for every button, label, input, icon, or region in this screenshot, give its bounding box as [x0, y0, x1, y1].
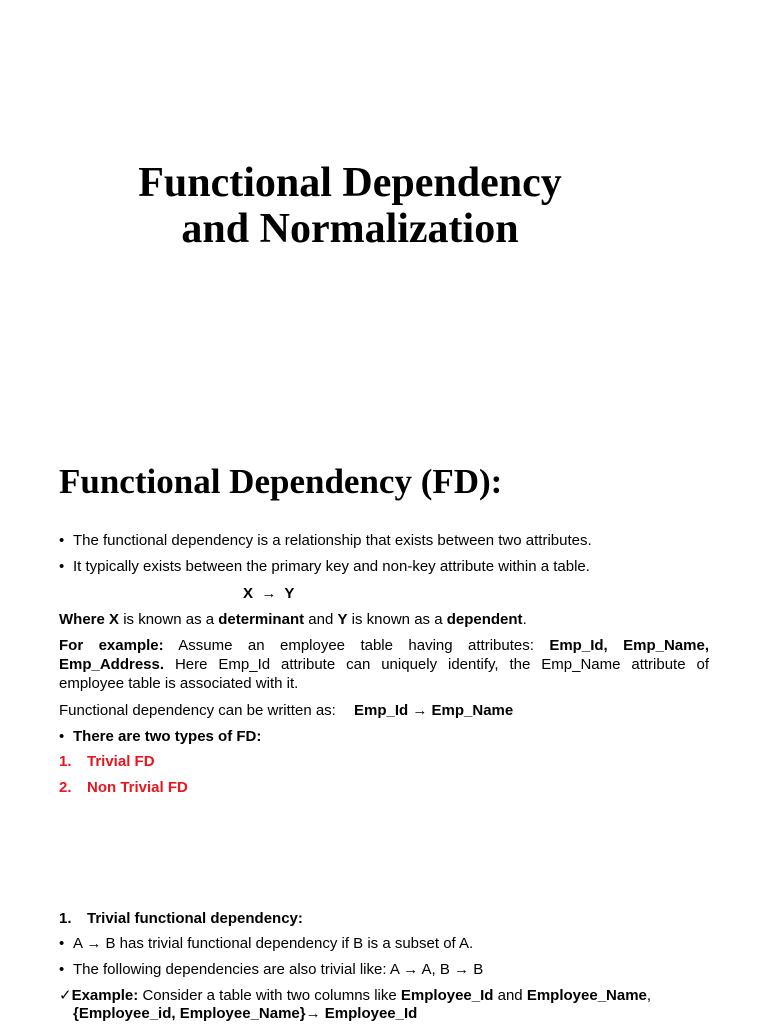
trivial-example-line-2: {Employee_id, Employee_Name}→ Employee_Id: [73, 1005, 418, 1022]
trivial-example-col2: Employee_Name: [526, 987, 647, 1004]
where-text-4: .: [522, 611, 527, 628]
example-label: For example:: [59, 637, 164, 654]
fd-type-number: 2.: [59, 779, 72, 796]
fd-type-label: Trivial FD: [87, 753, 155, 770]
where-text-2: and: [304, 611, 338, 628]
fd-bullet-text: The functional dependency is a relationship that exists between two attributes.: [73, 532, 592, 549]
slide-title: [60, 160, 640, 252]
where-determinant: determinant: [218, 611, 305, 628]
trivial-bullet-text: The following dependencies are also trivial like: A → A, B → B: [73, 961, 484, 978]
where-text-3: is known as a: [347, 611, 447, 628]
fd-type-item-2: [59, 778, 188, 797]
trivial-section-heading: [59, 909, 303, 928]
fd-type-label: Non Trivial FD: [87, 779, 188, 796]
bullet-dot-icon: •: [59, 935, 65, 952]
fd-written-as-line: [59, 701, 513, 720]
where-text-1: is known as a: [119, 611, 219, 628]
example-attributes: Emp_Id, Emp_Name, Emp_Address.: [59, 637, 709, 673]
example-text-1: Assume an employee table having attributes:: [163, 637, 550, 654]
bullet-dot-icon: •: [59, 961, 65, 978]
trivial-example-label: Example:: [71, 987, 139, 1004]
checkmark-icon: ✓: [59, 987, 72, 1004]
written-as-text: Functional dependency can be written as:: [59, 702, 336, 719]
trivial-section-title: Trivial functional dependency:: [87, 910, 303, 927]
example-text-2: Here Emp_Id attribute can uniquely identify, the Emp_Name attribute of employee table is associated with it.: [59, 656, 709, 692]
where-y: Y: [337, 611, 348, 628]
bullet-dot-icon: •: [59, 728, 65, 745]
trivial-example-col1: Employee_Id: [400, 987, 494, 1004]
fd-type-item-1: [59, 752, 155, 771]
where-prefix: Where: [59, 611, 110, 628]
trivial-section-number: 1.: [59, 910, 72, 927]
title-line-1: Functional Dependency: [138, 160, 562, 206]
section-heading-fd: Functional Dependency (FD):: [59, 462, 503, 501]
trivial-example-text-3: ,: [646, 987, 652, 1004]
where-dependent: dependent: [446, 611, 523, 628]
fd-types-text: There are two types of FD:: [73, 728, 262, 745]
fd-type-number: 1.: [59, 753, 72, 770]
fd-where-line: [59, 610, 527, 629]
fd-formula: X → Y: [243, 585, 295, 602]
trivial-example-text-1: Consider a table with two columns like: [138, 987, 401, 1004]
bullet-dot-icon: •: [59, 558, 65, 575]
bullet-dot-icon: •: [59, 532, 65, 549]
trivial-example-text-2: and: [493, 987, 527, 1004]
fd-example-paragraph: [59, 636, 709, 693]
title-line-2: and Normalization: [181, 206, 519, 252]
where-x: X: [109, 611, 120, 628]
trivial-bullet-text: A → B has trivial functional dependency if B is a subset of A.: [73, 935, 474, 952]
fd-bullet-text: It typically exists between the primary key and non-key attribute within a table.: [73, 558, 590, 575]
written-as-fd: Emp_Id → Emp_Name: [354, 702, 514, 719]
trivial-example-line-1: [59, 986, 651, 1005]
